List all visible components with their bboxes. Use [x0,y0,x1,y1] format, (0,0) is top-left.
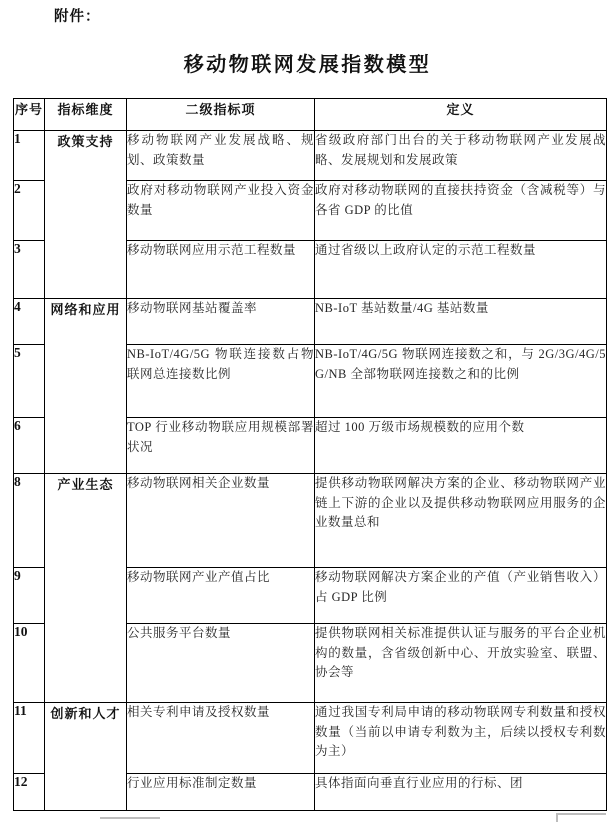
indicator-cell: NB-IoT/4G/5G 物联连接数占物联网总连接数比例 [127,345,315,418]
definition-cell: 具体指面向垂直行业应用的行标、团 [315,774,607,811]
definition-cell: 超过 100 万级市场规模数的应用个数 [315,418,607,474]
row-number: 2 [14,181,45,241]
indicator-cell: 移动物联网应用示范工程数量 [127,241,315,299]
header-indicator: 二级指标项 [127,99,315,131]
row-number: 8 [14,474,45,568]
row-number: 4 [14,299,45,345]
row-number: 6 [14,418,45,474]
next-page-border-artifact [556,813,606,815]
definition-cell: 政府对移动物联网的直接扶持资金（含减税等）与各省 GDP 的比值 [315,181,607,241]
header-num: 序号 [14,99,45,131]
table-row [14,474,607,568]
row-number: 5 [14,345,45,418]
table-row [14,131,607,181]
row-number: 11 [14,703,45,774]
indicator-cell: 行业应用标准制定数量 [127,774,315,811]
indicator-cell: 相关专利申请及授权数量 [127,703,315,774]
indicator-cell: 移动物联网基站覆盖率 [127,299,315,345]
header-definition: 定义 [315,99,607,131]
indicator-cell: 公共服务平台数量 [127,624,315,703]
indicator-cell: 移动物联网产业发展战略、规划、政策数量 [127,131,315,181]
indicator-cell: TOP 行业移动物联应用规模部署状况 [127,418,315,474]
definition-cell: 通过我国专利局申请的移动物联网专利数量和授权数量（当前以申请专利数为主，后续以授权专利数为主） [315,703,607,774]
header-dimension: 指标维度 [45,99,127,131]
definition-cell: NB-IoT 基站数量/4G 基站数量 [315,299,607,345]
dimension-industry-ecosystem: 产业生态 [45,474,127,703]
table-header-row [14,99,607,131]
definition-cell: NB-IoT/4G/5G 物联网连接数之和，与 2G/3G/4G/5G/NB 全部物联网连接数之和的比例 [315,345,607,418]
definition-cell: 省级政府部门出台的关于移动物联网产业发展战略、发展规划和发展政策 [315,131,607,181]
page-title: 移动物联网发展指数模型 [183,54,432,76]
definition-cell: 通过省级以上政府认定的示范工程数量 [315,241,607,299]
indicator-cell: 移动物联网产业产值占比 [127,568,315,624]
row-number: 3 [14,241,45,299]
row-number: 9 [14,568,45,624]
table-row [14,703,607,774]
definition-cell: 提供移动物联网解决方案的企业、移动物联网产业链上下游的企业以及提供移动物联网应用服务的企业数量总和 [315,474,607,568]
indicator-cell: 政府对移动物联网产业投入资金数量 [127,181,315,241]
definition-cell: 移动物联网解决方案企业的产值（产业销售收入）占 GDP 比例 [315,568,607,624]
next-page-border-artifact [100,817,160,819]
row-number: 1 [14,131,45,181]
row-number: 10 [14,624,45,703]
indicator-cell: 移动物联网相关企业数量 [127,474,315,568]
table-row [14,299,607,345]
dimension-policy-support: 政策支持 [45,131,127,299]
next-page-border-artifact [556,813,558,822]
definition-cell: 提供物联网相关标准提供认证与服务的平台企业机构的数量，含省级创新中心、开放实验室、联盟、协会等 [315,624,607,703]
row-number: 12 [14,774,45,811]
dimension-innovation-talent: 创新和人才 [45,703,127,811]
index-model-table [13,98,607,811]
attachment-label: 附件： [54,9,101,25]
dimension-network-application: 网络和应用 [45,299,127,474]
